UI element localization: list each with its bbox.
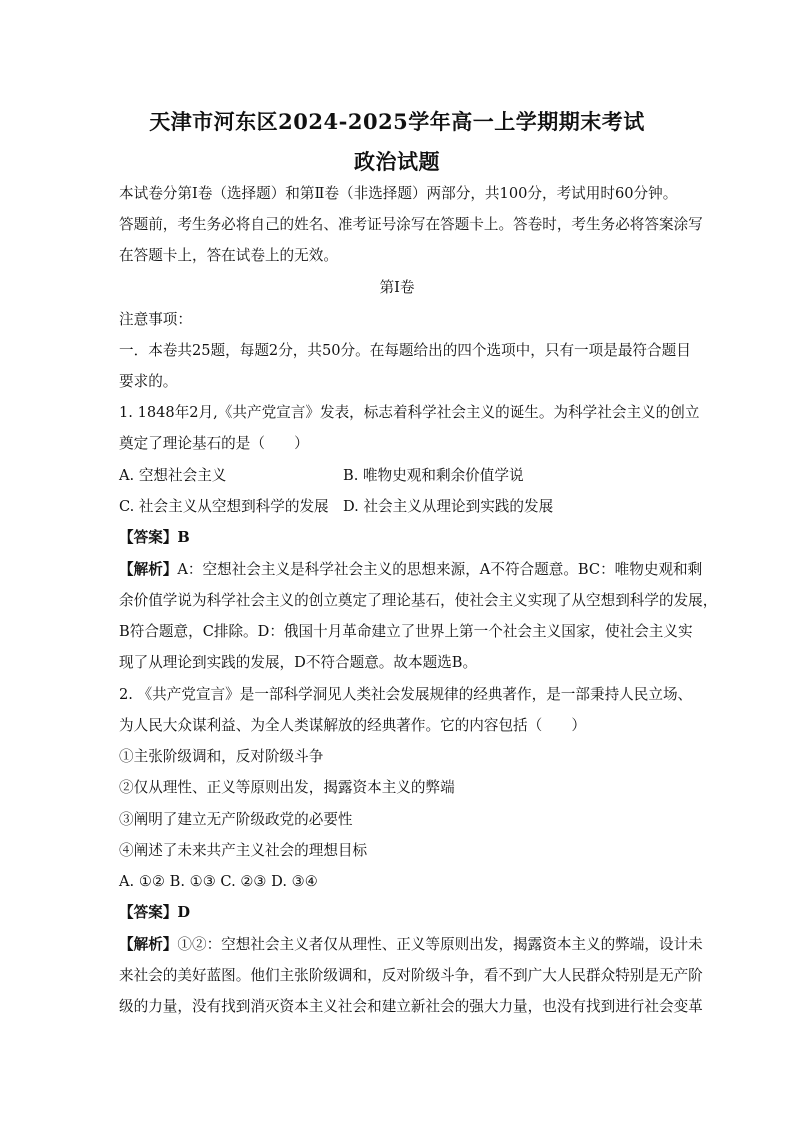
q2-stem-line-1: 2. 《共产党宣言》是一部科学洞见人类社会发展规律的经典著作，是一部秉持人民立场、 bbox=[119, 686, 693, 703]
intro-line-2: 答题前，考生务必将自己的姓名、准考证号涂写在答题卡上。答卷时，考生务必将答案涂写 bbox=[119, 216, 703, 233]
q1-stem-line-1: 1. 1848年2月,《共产党宣言》发表，标志着科学社会主义的诞生。为科学社会主义的创立 bbox=[119, 404, 700, 421]
q1-option-b: B. 唯物史观和剩余价值学说 bbox=[343, 467, 524, 484]
q2-item-4: ④阐述了未来共产主义社会的理想目标 bbox=[119, 842, 368, 859]
intro-line-3: 在答题卡上，答在试卷上的无效。 bbox=[119, 247, 338, 264]
q1-option-c: C. 社会主义从空想到科学的发展 bbox=[119, 498, 329, 515]
q1-analysis-label: 【解析】 bbox=[119, 561, 178, 578]
q2-item-2: ②仅从理性、正义等原则出发，揭露资本主义的弊端 bbox=[119, 779, 455, 796]
q2-analysis-line-3: 级的力量，没有找到消灭资本主义社会和建立新社会的强大力量，也没有找到进行社会变革 bbox=[119, 998, 703, 1015]
exam-title: 天津市河东区2024-2025学年高一上学期期末考试 bbox=[149, 109, 645, 134]
q1-analysis-line-4: 现了从理论到实践的发展，D不符合题意。故本题选B。 bbox=[119, 654, 478, 671]
q2-answer: 【答案】D bbox=[119, 904, 191, 921]
q2-analysis-text-1: ①②：空想社会主义者仅从理性、正义等原则出发，揭露资本主义的弊端，设计未 bbox=[177, 936, 703, 953]
q2-stem-line-2: 为人民大众谋利益、为全人类谋解放的经典著作。它的内容包括（ ） bbox=[119, 717, 587, 734]
notice-line-2: 要求的。 bbox=[119, 373, 178, 390]
q2-analysis-label: 【解析】 bbox=[119, 936, 178, 953]
q1-option-a: A. 空想社会主义 bbox=[119, 467, 227, 484]
q1-analysis-line-2: 余价值学说为科学社会主义的创立奠定了理论基石，使社会主义实现了从空想到科学的发展， bbox=[119, 592, 718, 609]
q2-item-3: ③阐明了建立无产阶级政党的必要性 bbox=[119, 811, 353, 828]
q1-analysis-text-1: A：空想社会主义是科学社会主义的思想来源，A不符合题意。BC：唯物史观和剩 bbox=[177, 561, 703, 578]
q2-item-1: ①主张阶级调和，反对阶级斗争 bbox=[119, 748, 324, 765]
q1-analysis-line-3: B符合题意，C排除。D：俄国十月革命建立了世界上第一个社会主义国家，使社会主义实 bbox=[119, 623, 693, 640]
q1-option-d: D. 社会主义从理论到实践的发展 bbox=[343, 498, 554, 515]
q2-options: A. ①② B. ①③ C. ②③ D. ③④ bbox=[119, 873, 318, 890]
notice-line-1: 一．本卷共25题，每题2分，共50分。在每题给出的四个选项中，只有一项是最符合题目 bbox=[119, 342, 691, 359]
intro-line-1: 本试卷分第Ⅰ卷（选择题）和第Ⅱ卷（非选择题）两部分，共100分，考试用时60分钟。 bbox=[119, 185, 678, 202]
q1-stem-line-2: 奠定了理论基石的是（ ） bbox=[119, 435, 309, 452]
section-title: 第Ⅰ卷 bbox=[379, 279, 415, 296]
notice-heading: 注意事项： bbox=[119, 311, 192, 328]
q1-analysis-line-1 bbox=[119, 560, 702, 580]
q2-analysis-line-1 bbox=[119, 935, 703, 955]
exam-subtitle: 政治试题 bbox=[354, 149, 440, 174]
q2-analysis-line-2: 来社会的美好蓝图。他们主张阶级调和，反对阶级斗争，看不到广大人民群众特别是无产阶 bbox=[119, 967, 703, 984]
q1-answer: 【答案】B bbox=[119, 529, 190, 546]
